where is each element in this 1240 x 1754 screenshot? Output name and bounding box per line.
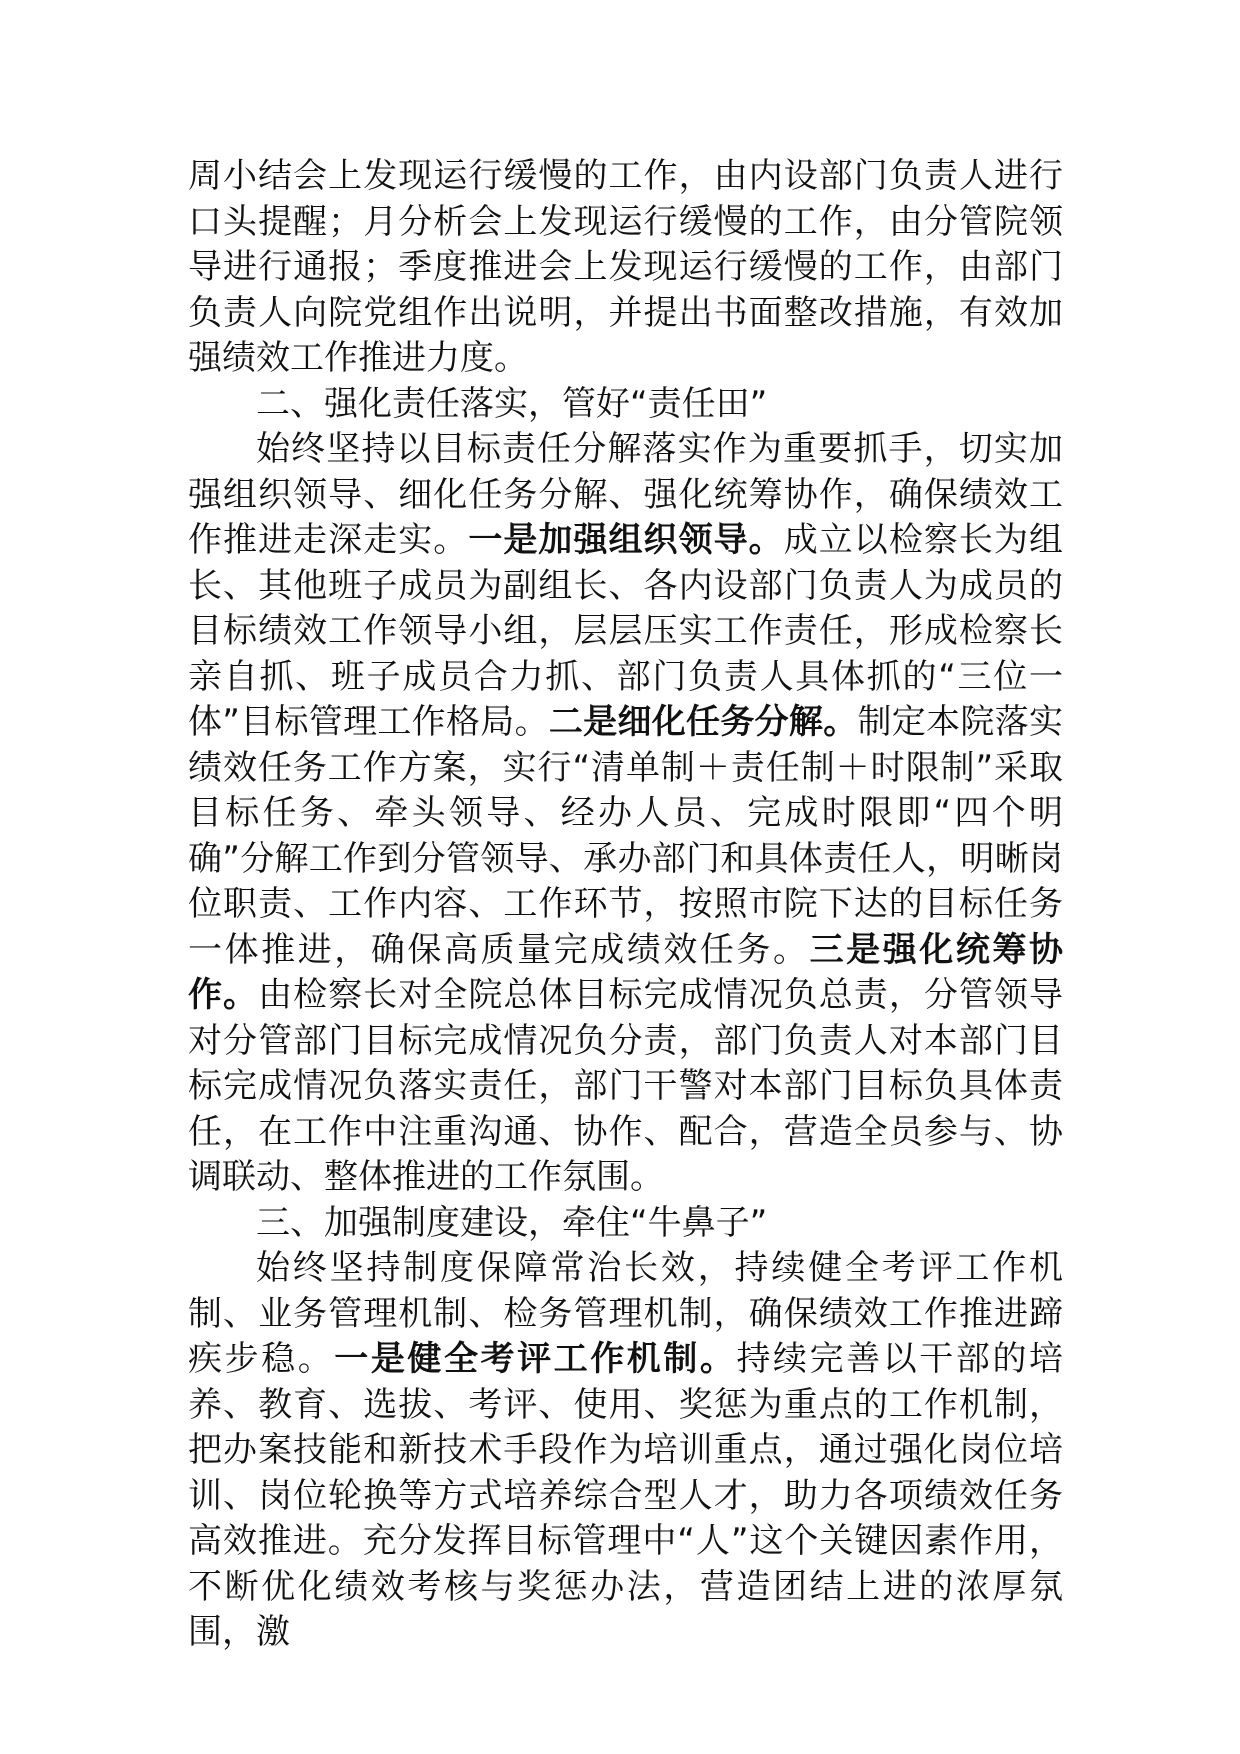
- text-segment: 周小结会上发现运行缓慢的工作，由内设部门负责人进行口头提醒；月分析会上发现运行缓慢的工作，由分管院领导进行通报；季度推进会上发现运行缓慢的工作，由部门负责人向院党组作出说明，并提出书面整改措施，有效加强绩效工作推进力度。: [188, 156, 1063, 378]
- heading-text: 二、强化责任落实，管好“责任田”: [256, 383, 768, 424]
- paragraph-responsibility: [188, 427, 1063, 1201]
- text-segment: 持续完善以干部的培养、教育、选拔、考评、使用、奖惩为重点的工作机制，把办案技能和新技术手段作为培训重点，通过强化岗位培训、岗位轮换等方式培养综合型人才，助力各项绩效任务高效推进。充分发挥目标管理中“人”这个关键因素作用，不断优化绩效考核与奖惩办法，营造团结上进的浓厚氛围，激: [188, 1339, 1064, 1652]
- bold-subheading: 二是细化任务分解。: [548, 702, 858, 742]
- paragraph-institution-building: [188, 1246, 1063, 1656]
- text-segment: 制定本院落实绩效任务工作方案，实行“清单制＋责任制＋时限制”采取目标任务、牵头领导、经办人员、完成时限即“四个明确”分解工作到分管领导、承办部门和具体责任人，明晰岗位职责、工作内容、工作环节，按照市院下达的目标任务一体推进，确保高质量完成绩效任务。: [188, 702, 1063, 970]
- bold-subheading: 一是健全考评工作机制。: [334, 1339, 737, 1379]
- text-segment: 始终坚持以目标责任分解落实作为重要抓手，切实加强组织领导、细化任务分解、强化统筹协作，确保绩效工作推进走深走实。: [188, 429, 1063, 560]
- document-page: [188, 154, 1063, 1656]
- text-segment: 始终坚持制度保障常治长效，持续健全考评工作机制、业务管理机制、检务管理机制，确保绩效工作推进蹄疾步稳。: [188, 1248, 1063, 1379]
- section-heading-2: [188, 382, 1063, 428]
- bold-subheading: 一是加强组织领导。: [468, 520, 784, 560]
- paragraph-performance-review: [188, 154, 1063, 382]
- bold-subheading: 三是强化统筹协作。: [188, 929, 1064, 1015]
- text-segment: 由检察长对全院总体目标完成情况负总责，分管领导对分管部门目标完成情况负分责，部门负责人对本部门目标完成情况负落实责任，部门干警对本部门目标负具体责任，在工作中注重沟通、协作、配合，营造全员参与、协调联动、整体推进的工作氛围。: [188, 975, 1064, 1197]
- heading-text: 三、加强制度建设，牵住“牛鼻子”: [256, 1202, 768, 1243]
- text-segment: 成立以检察长为组长、其他班子成员为副组长、各内设部门负责人为成员的目标绩效工作领导小组，层层压实工作责任，形成检察长亲自抓、班子成员合力抓、部门负责人具体抓的“三位一体”目标管理工作格局。: [188, 520, 1064, 742]
- section-heading-3: [188, 1201, 1063, 1247]
